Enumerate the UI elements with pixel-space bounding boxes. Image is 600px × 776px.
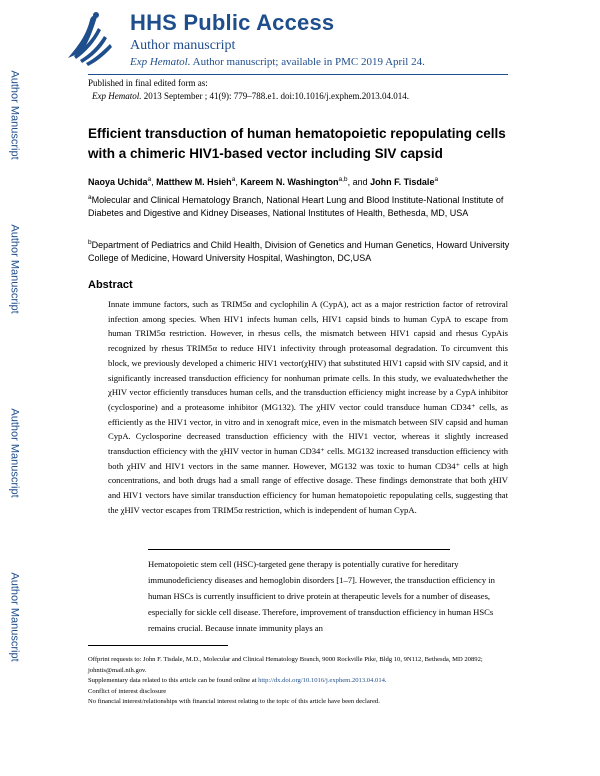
affiliation-a: $^a$Molecular and Clinical Hematology Branch, National Heart Lung and Blood Institute-National Institute of Diabetes and Digestive and Kidney Diseases, National Institutes of Health, Bethesda, MD, USA — [88, 194, 504, 218]
introduction-text: Hematopoietic stem cell (HSC)-targeted gene therapy is potentially curative for hereditary immunodeficiency diseases and hemoglobin disorders [1–7]. However, the transduction efficiency in human HSCs is currently insufficient to drive protein at therapeutic levels for a number of diseases, especially for sickle cell disease. Therefore, improvement of transduction efficiency in human HSCs remains crucial. Because innate immunity plays an — [148, 559, 495, 633]
side-label-4: Author Manuscript — [9, 572, 22, 662]
header-divider — [88, 74, 508, 75]
author-manuscript-label: Author manuscript — [130, 38, 236, 53]
affiliation-b: $^b$Department of Pediatrics and Child Health, Division of Genetics and Human Genetics, Howard University College of Medicine, Howard University Hospital, Washington, DC,USA — [88, 239, 510, 263]
section-divider — [148, 549, 450, 550]
author-name: Naoya Uchida — [88, 177, 148, 187]
abstract-text: Innate immune factors, such as TRIM5α and cyclophilin A (CypA), act as a major restriction factor of retroviral infection among species. When HIV1 infects human cells, HIV1 capsid binds to human CypA to escape from human TRIM5α restriction. However, in rhesus cells, the mismatch between HIV1 capsid and rhesus CypAis recognized by rhesus TRIM5α to reduce HIV1 infectivity through proteasomal degradation. To circumvent this block, we previously developed a chimeric HIV1 vector(χHIV) that substituted HIV1 capsid with SIV capsid, and it significantly increased transduction efficiency for nonhuman primate cells. In this study, we evaluatedwhether the χHIV vector efficiently transduces human cells, and the transduction efficiency might increase by a CypA inhibitor (cyclosporine) and a proteasome inhibitor (MG132). The χHIV vector could transduce human CD34⁺ cells, as efficiently as the HIV1 vector, in vitro and in xenograft mice, even in the mismatch between SIV capsid and human CypA. Cyclosporine decreased transduction efficiency with the HIV1 vector, whereas it slightly increased transduction efficiency with the χHIV vector in human CD34⁺ cells. MG132 increased transduction efficiency with both χHIV and HIV1 vectors in the same manner. However, MG132 was toxic to human CD34⁺ cells at high concentrations, and both drugs had a small range of effective dosage. These findings demonstrate that both χHIV and HIV1 vectors have similar transduction efficiency for human hematopoietic repopulating cells, suggesting that the χHIV vector escapes from TRIM5α restriction, which is independent of human CypA. — [108, 299, 508, 515]
abstract-heading: Abstract — [88, 279, 133, 291]
supplementary-note: Supplementary data related to this article can be found online at http://dx.doi.org/10.1016/j.exphem.2013.04.014. — [88, 677, 387, 685]
author-name: Kareem N. Washington — [240, 177, 339, 187]
conflict-heading: Conflict of interest disclosure — [88, 687, 167, 695]
author-name: John F. Tisdale — [370, 177, 435, 187]
supplementary-link[interactable]: http://dx.doi.org/10.1016/j.exphem.2013.04.014 — [258, 677, 385, 685]
hhs-public-access-title: HHS Public Access — [130, 10, 335, 35]
published-form-label: Published in final edited form as: — [88, 78, 208, 88]
citation: Exp Hematol. 2013 September ; 41(9): 779–788.e1. doi:10.1016/j.exphem.2013.04.014. — [92, 91, 409, 101]
side-label-3: Author Manuscript — [9, 408, 22, 498]
author-name: Matthew M. Hsieh — [156, 177, 232, 187]
reprints-note: Offprint requests to: John F. Tisdale, M.D., Molecular and Clinical Hematology Branch, 9000 Rockville Pike, Bldg 10, 9N112, Bethesda, MD 20892; johntis@mail.nih.gov. — [88, 656, 483, 674]
footnote-divider — [88, 645, 228, 646]
author-list: Naoya Uchida$^a$, Matthew M. Hsieh$^a$, Kareem N. Washington$^{a,b}$, and John F. Tisdale$^a$ — [88, 176, 439, 187]
side-label-2: Author Manuscript — [9, 224, 22, 314]
conflict-text: No financial interest/relationships with financial interest relating to the topic of this article have been declared. — [88, 698, 380, 706]
availability-line: Exp Hematol. Author manuscript; available in PMC 2019 April 24. — [130, 56, 425, 68]
article-title: Efficient transduction of human hematopoietic repopulating cells with a chimeric HIV1-based vector including SIV capsid — [88, 126, 506, 161]
footnotes — [88, 655, 528, 708]
hhs-eagle-logo — [60, 6, 115, 66]
side-label-1: Author Manuscript — [9, 70, 22, 160]
